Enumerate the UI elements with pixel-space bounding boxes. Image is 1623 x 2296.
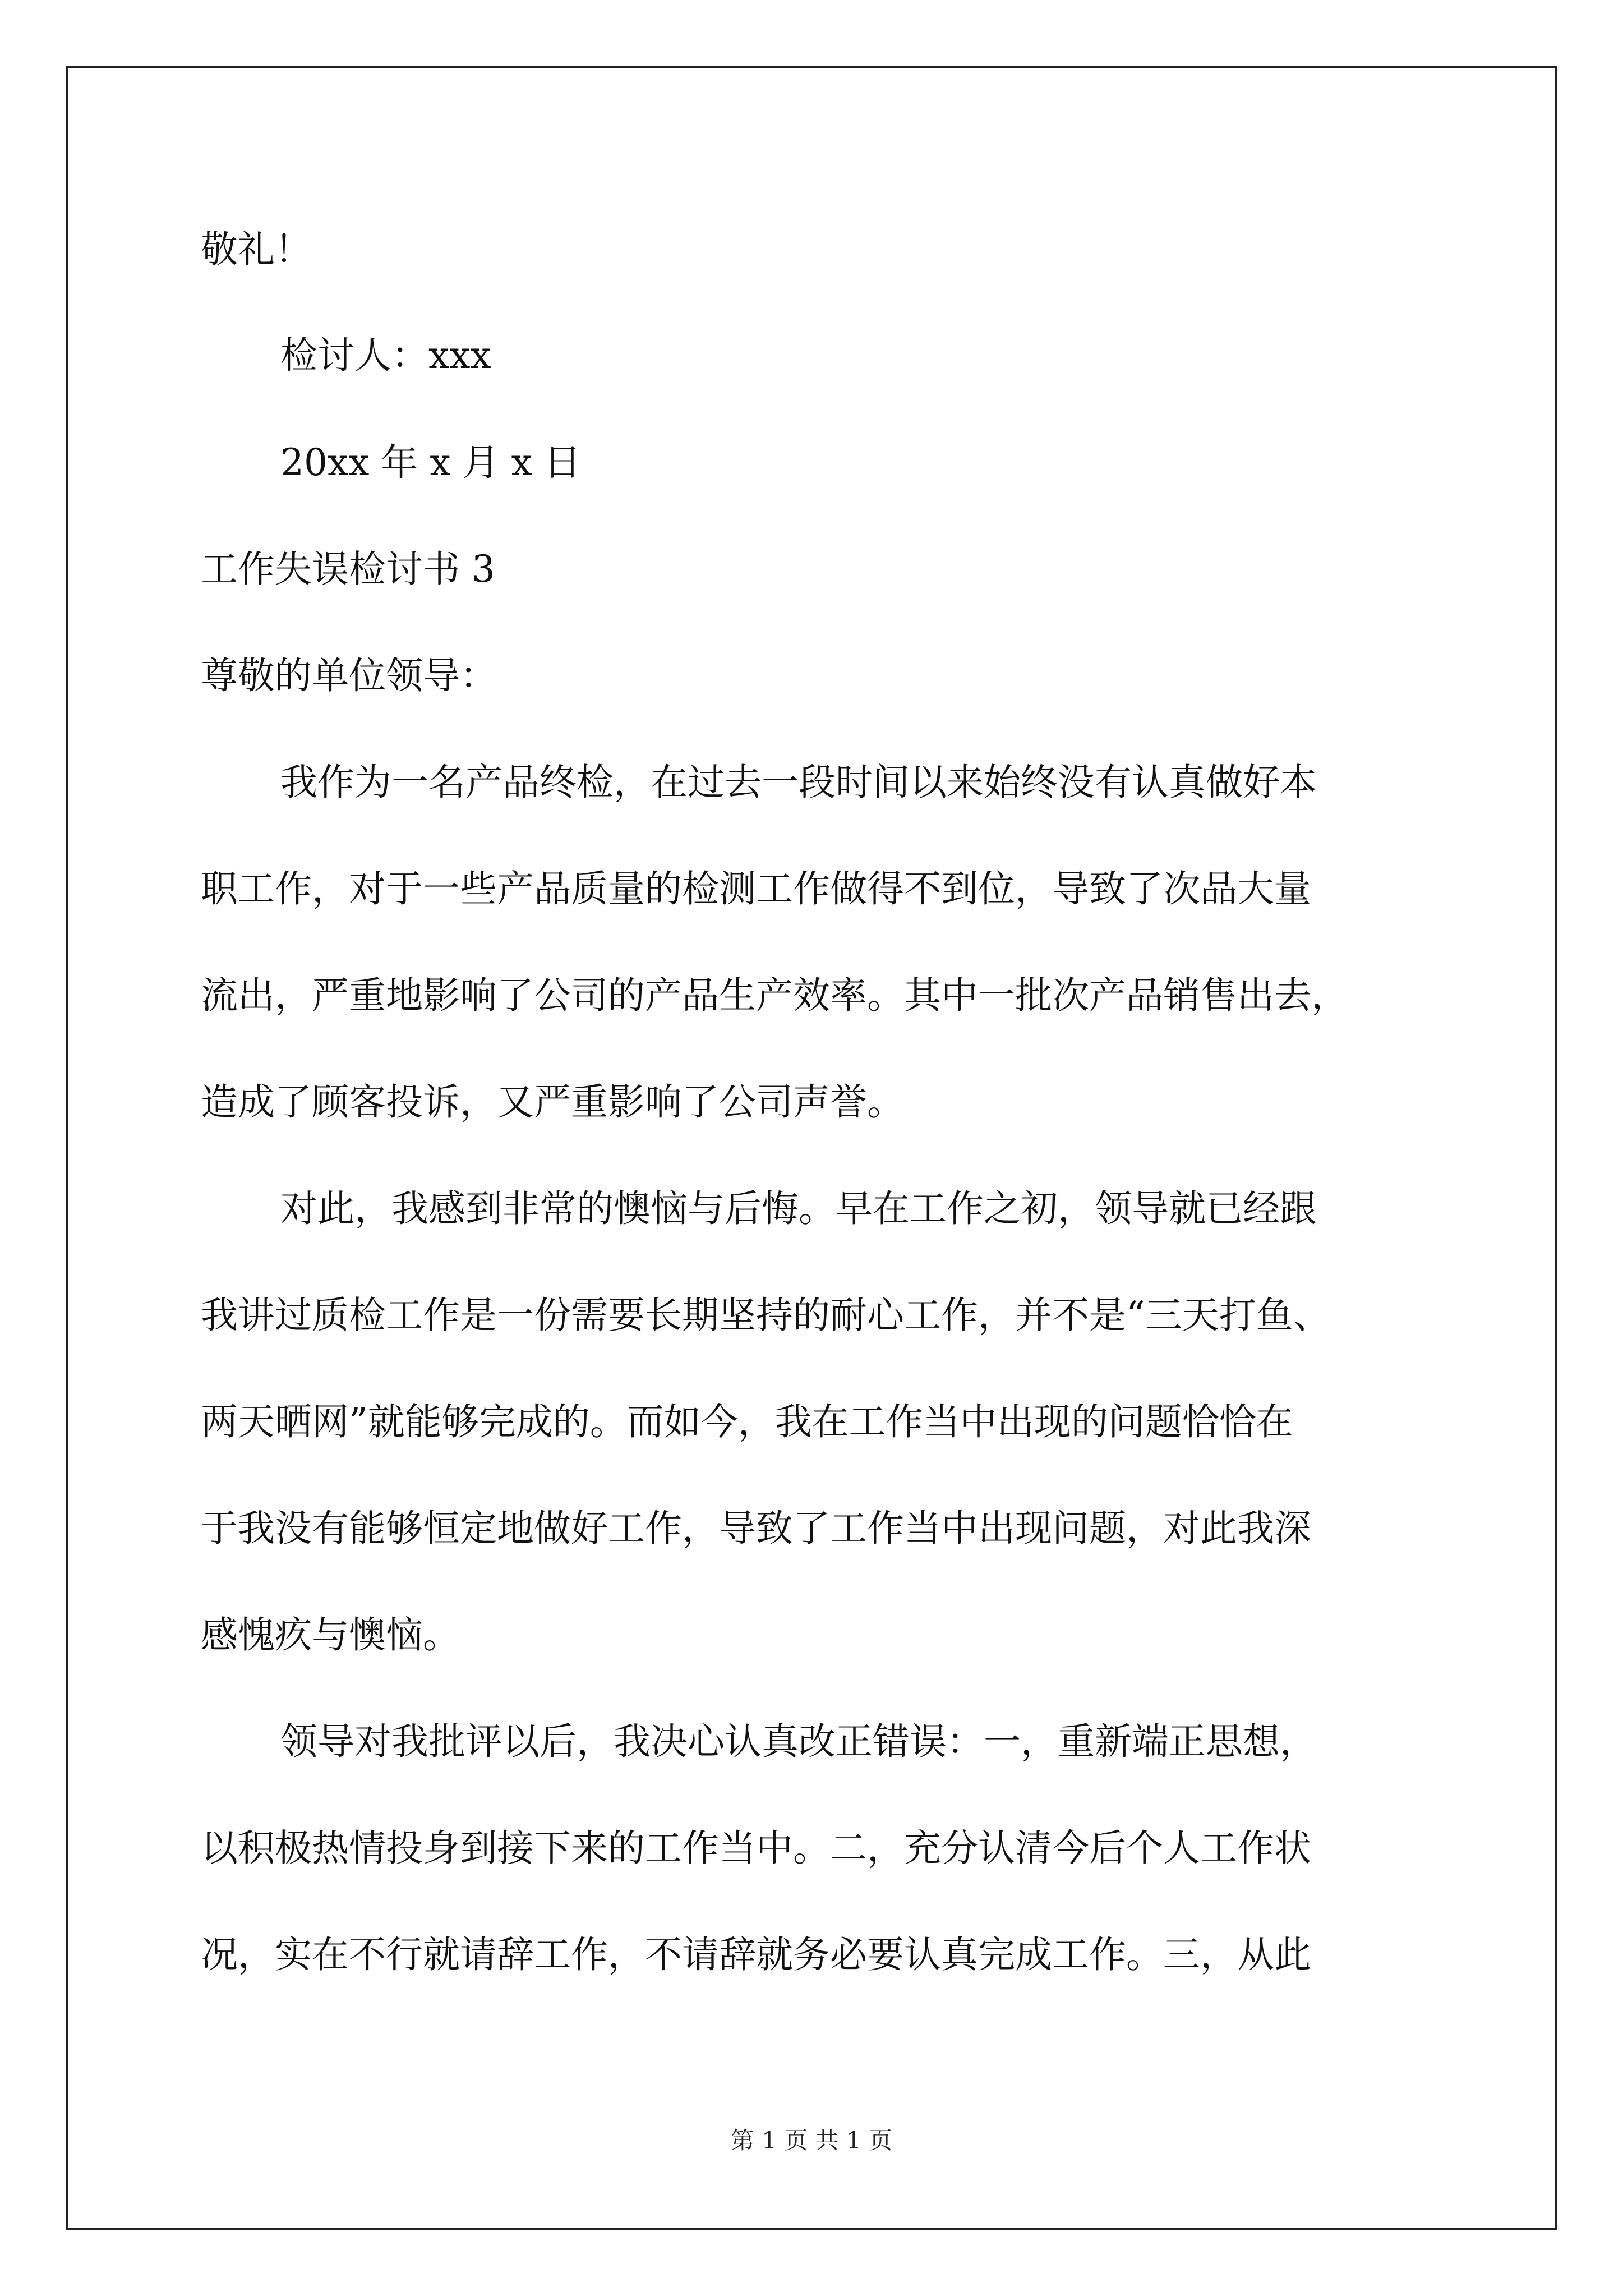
closing-salutation: 敬礼！: [201, 228, 312, 271]
page-frame: [66, 66, 1557, 2230]
paragraph-line: 我作为一名产品终检，在过去一段时间以来始终没有认真做好本: [280, 761, 1317, 804]
signature-line: 检讨人：xxx: [280, 334, 491, 377]
paragraph-line: 感愧疚与懊恼。: [201, 1613, 460, 1657]
paragraph-line: 于我没有能够恒定地做好工作，导致了工作当中出现问题，对此我深: [201, 1507, 1311, 1550]
section-title: 工作失误检讨书 3: [201, 547, 495, 591]
paragraph-line: 对此，我感到非常的懊恼与后悔。早在工作之初，领导就已经跟: [280, 1187, 1317, 1230]
paragraph-line: 造成了顾客投诉，又严重影响了公司声誉。: [201, 1080, 904, 1124]
paragraph-line: 领导对我批评以后，我决心认真改正错误：一，重新端正思想，: [280, 1720, 1317, 1763]
paragraph-line: 流出，严重地影响了公司的产品生产效率。其中一批次产品销售出去，: [201, 974, 1348, 1017]
paragraph-line: 职工作，对于一些产品质量的检测工作做得不到位，导致了次品大量: [201, 867, 1311, 910]
paragraph-line: 我讲过质检工作是一份需要长期坚持的耐心工作，并不是“三天打鱼、: [201, 1294, 1330, 1337]
paragraph-line: 以积极热情投身到接下来的工作当中。二，充分认清今后个人工作状: [201, 1826, 1311, 1870]
date-line: 20xx 年 x 月 x 日: [280, 441, 581, 484]
paragraph-line: 况，实在不行就请辞工作，不请辞就务必要认真完成工作。三，从此: [201, 1933, 1311, 1976]
page-number: 第 1 页 共 1 页: [730, 2127, 893, 2154]
paragraph-line: 两天晒网”就能够完成的。而如今，我在工作当中出现的问题恰恰在: [201, 1400, 1293, 1443]
salutation: 尊敬的单位领导：: [201, 654, 497, 697]
